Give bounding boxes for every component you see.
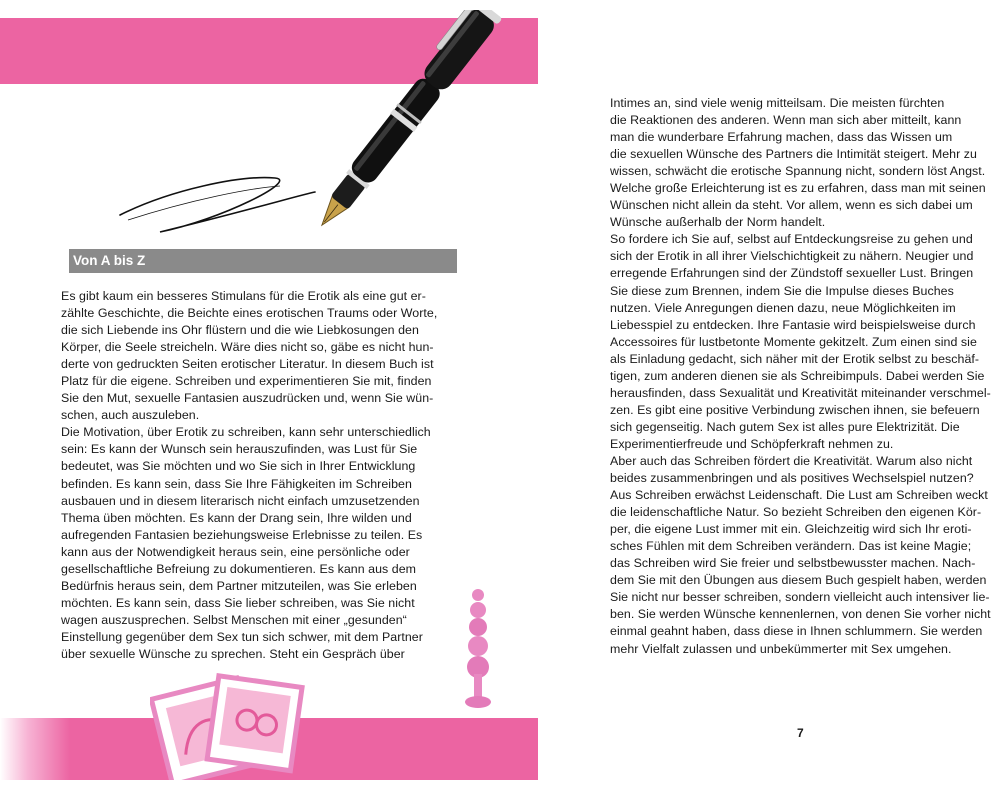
text-line: Sie nicht nur besser schreiben, sondern vielleicht auch intensiver lie-: [610, 590, 990, 605]
text-line: aufregenden Fantasien beziehungsweise Erlebnisse zu teilen. Es: [61, 527, 423, 542]
text-line: befinden. Es kann sein, dass Sie Ihre Fähigkeiten im Schreiben: [61, 476, 412, 491]
text-line: Sie den Mut, sexuelle Fantasien auszudrücken und, wenn Sie wün-: [61, 391, 434, 406]
text-line: sein: Es kann der Wunsch sein herauszufinden, was Lust für Sie: [61, 442, 418, 457]
text-line: die sich Liebende ins Ohr flüstern und die wie Liebkosungen den: [61, 323, 419, 338]
text-line: Aus Schreiben erwächst Leidenschaft. Die Lust am Schreiben weckt: [610, 488, 988, 503]
text-line: Intimes an, sind viele wenig mitteilsam. Die meisten fürchten: [610, 96, 945, 110]
text-line: herausfinden, dass Sexualität und Kreativität miteinander verschmel-: [610, 385, 991, 400]
text-line: als Einladung gedacht, sich näher mit der Erotik selbst zu beschäf-: [610, 351, 980, 366]
text-line: sches Fühlen mit dem Schreiben verändern. Das ist keine Magie;: [610, 539, 972, 554]
text-line: Die Motivation, über Erotik zu schreiben, kann sehr unterschiedlich: [61, 425, 431, 440]
text-line: Experimentierfreude und Schöpferkraft nehmen zu.: [610, 436, 894, 451]
text-line: schen, auch auszuleben.: [61, 408, 200, 423]
text-line: die sexuellen Wünsche des Partners die Intimität steigert. Mehr zu: [610, 147, 977, 162]
text-line: So fordere ich Sie auf, selbst auf Entdeckungsreise zu gehen und: [610, 232, 973, 247]
text-line: die Reaktionen des anderen. Wenn man sich aber mitteilt, kann: [610, 113, 962, 128]
text-line: möchten. Es kann sein, dass Sie lieber schreiben, was Sie nicht: [61, 595, 415, 610]
text-line: Accessoires für lustbetonte Momente gekitzelt. Zum einen sind sie: [610, 334, 977, 349]
text-line: nutzen. Viele Anregungen dienen dazu, neue Möglichkeiten im: [610, 300, 956, 315]
text-line: Platz für die eigene. Schreiben und experimentieren Sie mit, finden: [61, 374, 432, 389]
text-line: Einstellung gegenüber dem Sex tun sich schwer, mit dem Partner: [61, 629, 423, 644]
text-line: Aber auch das Schreiben fördert die Kreativität. Warum also nicht: [610, 453, 973, 468]
text-line: tigen, zum anderen dienen sie als Schreibimpuls. Dabei werden Sie: [610, 368, 985, 383]
text-line: sich gegenseitig. Nach gutem Sex ist alles pure Elektrizität. Die: [610, 419, 960, 434]
text-line: wagen auszusprechen. Selbst Menschen mit einer „gesunden“: [61, 612, 407, 627]
text-line: Es gibt kaum ein besseres Stimulans für die Erotik als eine gut er-: [61, 289, 426, 303]
text-line: kann aus der Notwendigkeit heraus sein, eine persönliche oder: [61, 544, 410, 559]
text-line: das Schreiben wird Sie freier und selbstbewusster machen. Nach-: [610, 556, 976, 571]
text-line: ausbauen und in diesem literarisch nicht einfach umzusetzenden: [61, 493, 420, 508]
text-line: bedeutet, was Sie möchten und wo Sie sich in Ihrer Entwicklung: [61, 459, 416, 474]
text-line: Welche große Erleichterung ist es zu erfahren, dass man mit seinen: [610, 181, 986, 196]
text-line: wissen, schwächt die erotische Spannung nicht, sondern löst Angst.: [610, 164, 986, 179]
text-line: zählte Geschichte, die Beichte eines erotischen Traums oder Worte,: [61, 306, 438, 321]
text-line: Körper, die Seele streicheln. Wäre dies nicht so, gäbe es nicht hun-: [61, 340, 434, 355]
fountain-pen-icon: [100, 10, 540, 250]
text-line: Thema üben möchten. Es kann der Drang sein, Ihre wilden und: [61, 510, 412, 525]
section-heading: Von A bis Z: [69, 249, 457, 273]
right-body-text: [610, 95, 1000, 658]
text-line: per, die eigene Lust immer mit ein. Gleichzeitig wird sich Ihr eroti-: [610, 522, 972, 537]
text-line: einmal geahnt haben, dass diese in Ihnen schlummern. Sie werden: [610, 624, 983, 639]
text-line: über sexuelle Wünsche zu sprechen. Steht ein Gespräch über: [61, 646, 405, 661]
text-line: erregende Erfahrungen sind der Zündstoff sexueller Lust. Bringen: [610, 266, 974, 281]
text-line: die leidenschaftliche Natur. So bezieht Schreiben den eigenen Kör-: [610, 505, 982, 520]
text-line: dem Sie mit den Übungen aus diesem Buch gespielt haben, werden: [610, 573, 987, 588]
text-line: derte von gedruckten Seiten erotischer Literatur. In diesem Buch ist: [61, 357, 434, 372]
text-line: man die wunderbare Erfahrung machen, dass das Wissen um: [610, 130, 953, 145]
polaroid-photos-icon: [150, 668, 310, 780]
page-number: 7: [797, 726, 804, 740]
text-line: ben. Sie werden Wünsche kennenlernen, von denen Sie vorher nicht: [610, 607, 991, 622]
beads-toy-icon: [463, 586, 493, 712]
text-line: sich der Erotik in all ihrer Vielschichtigkeit zu nähern. Neugier und: [610, 249, 974, 264]
text-line: Sie diese zum Brennen, indem Sie die Impulse dieses Buches: [610, 283, 954, 298]
text-line: zen. Es gibt eine positive Verbindung zwischen ihnen, sie befeuern: [610, 402, 980, 417]
text-line: gesellschaftliche Befreiung zu dokumentieren. Es kann aus dem: [61, 561, 417, 576]
text-line: mehr Vielfalt zulassen und unbekümmerter mit Sex umgehen.: [610, 641, 952, 656]
text-line: Bedürfnis heraus sein, dem Partner mitzuteilen, was Sie erleben: [61, 578, 417, 593]
text-line: Wünsche außerhalb der Norm handelt.: [610, 215, 826, 230]
text-line: Wünschen nicht allein da steht. Vor allem, wenn es sich dabei um: [610, 198, 973, 213]
text-line: beides zusammenbringen und als positives Wechselspiel nutzen?: [610, 471, 974, 486]
text-line: Liebesspiel zu entdecken. Ihre Fantasie wird beispielsweise durch: [610, 317, 976, 332]
left-body-text: [61, 288, 471, 663]
